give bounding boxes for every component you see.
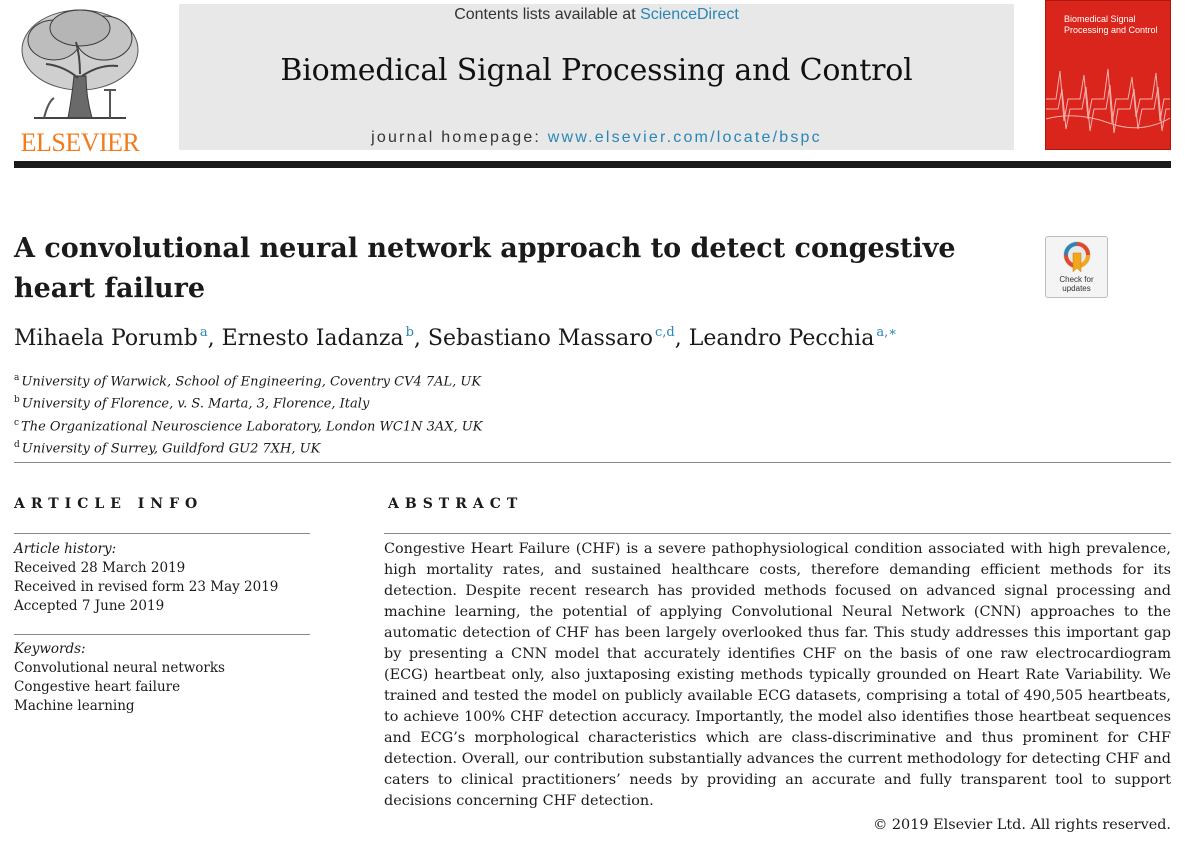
article-history xyxy=(14,540,310,616)
affiliation-list xyxy=(14,369,714,458)
author-name[interactable]: Sebastiano Massaro xyxy=(427,326,654,351)
update-badge-icon xyxy=(1062,241,1092,273)
affiliation-text: University of Florence, v. S. Marta, 3, Florence, Italy xyxy=(21,396,370,412)
title-divider xyxy=(14,462,1171,463)
article-info-heading: ARTICLE INFO xyxy=(14,496,204,512)
abstract-rule xyxy=(384,533,1171,534)
check-label-line2: updates xyxy=(1062,284,1091,293)
cover-waveform-icon xyxy=(1046,59,1171,150)
copyright-notice: © 2019 Elsevier Ltd. All rights reserved. xyxy=(872,817,1171,833)
affiliation-item xyxy=(14,436,714,458)
author-separator: , xyxy=(413,326,428,351)
author-separator: , xyxy=(207,326,222,351)
affiliation-key: c xyxy=(14,417,20,428)
check-for-updates-label xyxy=(1046,275,1107,293)
contents-prefix: Contents lists available at xyxy=(454,6,641,23)
affiliation-item xyxy=(14,414,714,436)
journal-title: Biomedical Signal Processing and Control xyxy=(280,53,913,88)
keyword-item[interactable]: Convolutional neural networks xyxy=(14,660,225,676)
affiliation-item xyxy=(14,391,714,413)
article-info-rule xyxy=(14,533,310,534)
affiliation-key: a xyxy=(14,373,20,383)
elsevier-logo xyxy=(14,6,146,157)
revised-date: Received in revised form 23 May 2019 xyxy=(14,579,279,595)
author-affiliation-link[interactable]: a xyxy=(199,325,208,340)
article-title: A convolutional neural network approach to detect congestive heart failure xyxy=(14,233,956,304)
affiliation-key: d xyxy=(14,439,20,450)
affiliation-text: The Organizational Neuroscience Laboratory, London WC1N 3AX, UK xyxy=(21,418,483,434)
author-separator: , xyxy=(674,326,689,351)
history-label: Article history: xyxy=(14,541,117,557)
keywords-rule xyxy=(14,634,310,635)
author-affiliation-link[interactable]: b xyxy=(405,325,414,340)
keyword-item[interactable]: Congestive heart failure xyxy=(14,679,181,695)
keyword-item[interactable]: Machine learning xyxy=(14,698,135,714)
accepted-date: Accepted 7 June 2019 xyxy=(14,598,165,614)
publisher-wordmark: ELSEVIER xyxy=(20,128,140,157)
affiliation-text: University of Warwick, School of Engineering, Coventry CV4 7AL, UK xyxy=(21,374,482,390)
affiliation-key: b xyxy=(14,395,20,406)
author-list xyxy=(14,325,1114,351)
cover-title: Biomedical Signal Processing and Control xyxy=(1064,14,1158,35)
author-name[interactable]: Ernesto Iadanza xyxy=(221,326,404,351)
sciencedirect-link[interactable]: ScienceDirect xyxy=(640,6,739,23)
keywords-block xyxy=(14,640,310,716)
contents-line xyxy=(179,6,1014,24)
header-rule xyxy=(14,161,1171,168)
affiliation-text: University of Surrey, Guildford GU2 7XH, UK xyxy=(21,441,321,457)
author-name[interactable]: Leandro Pecchia xyxy=(688,326,875,351)
check-for-updates-button[interactable] xyxy=(1045,236,1108,298)
abstract-heading: ABSTRACT xyxy=(388,496,524,512)
homepage-line xyxy=(179,129,1014,147)
author-affiliation-link[interactable]: a,∗ xyxy=(876,325,898,340)
journal-banner xyxy=(179,4,1014,150)
abstract-body: Congestive Heart Failure (CHF) is a severe pathophysiological condition associated with high prevalence, high mortality rates, and sustained healthcare costs, therefore demanding efficient methods for its detection. Despite recent research has provided methods focused on advanced signal processing and machine learning, the potential of applying Convolutional Neural Network (CNN) approaches to the automatic detection of CHF has been largely overlooked thus far. This study addresses this important gap by presenting a CNN model that accurately identifies CHF on the basis of one raw electrocardiogram (ECG) heartbeat only, also juxtaposing existing methods typically grounded on Heart Rate Variability. We trained and tested the model on publicly available ECG datasets, comprising a total of 490,505 heartbeats, to achieve 100% CHF detection accuracy. Importantly, the model also identifies those heartbeat sequences and ECG’s morphological characteristics which are class-discriminative and thus prominent for CHF detection. Overall, our contribution substantially advances the current methodology for detecting CHF and caters to clinical practitioners’ needs by providing an accurate and fully transparent tool to support decisions concerning CHF detection. xyxy=(384,541,1171,809)
author-affiliation-link[interactable]: c,d xyxy=(655,325,675,340)
check-label-line1: Check for xyxy=(1059,275,1094,284)
affiliation-item xyxy=(14,369,714,391)
keywords-label: Keywords: xyxy=(14,641,86,657)
homepage-prefix: journal homepage: xyxy=(371,129,548,146)
author-name[interactable]: Mihaela Porumb xyxy=(14,326,198,351)
homepage-link[interactable]: www.elsevier.com/locate/bspc xyxy=(547,129,822,146)
tree-icon xyxy=(14,6,146,126)
journal-cover[interactable] xyxy=(1045,0,1171,150)
received-date: Received 28 March 2019 xyxy=(14,560,186,576)
